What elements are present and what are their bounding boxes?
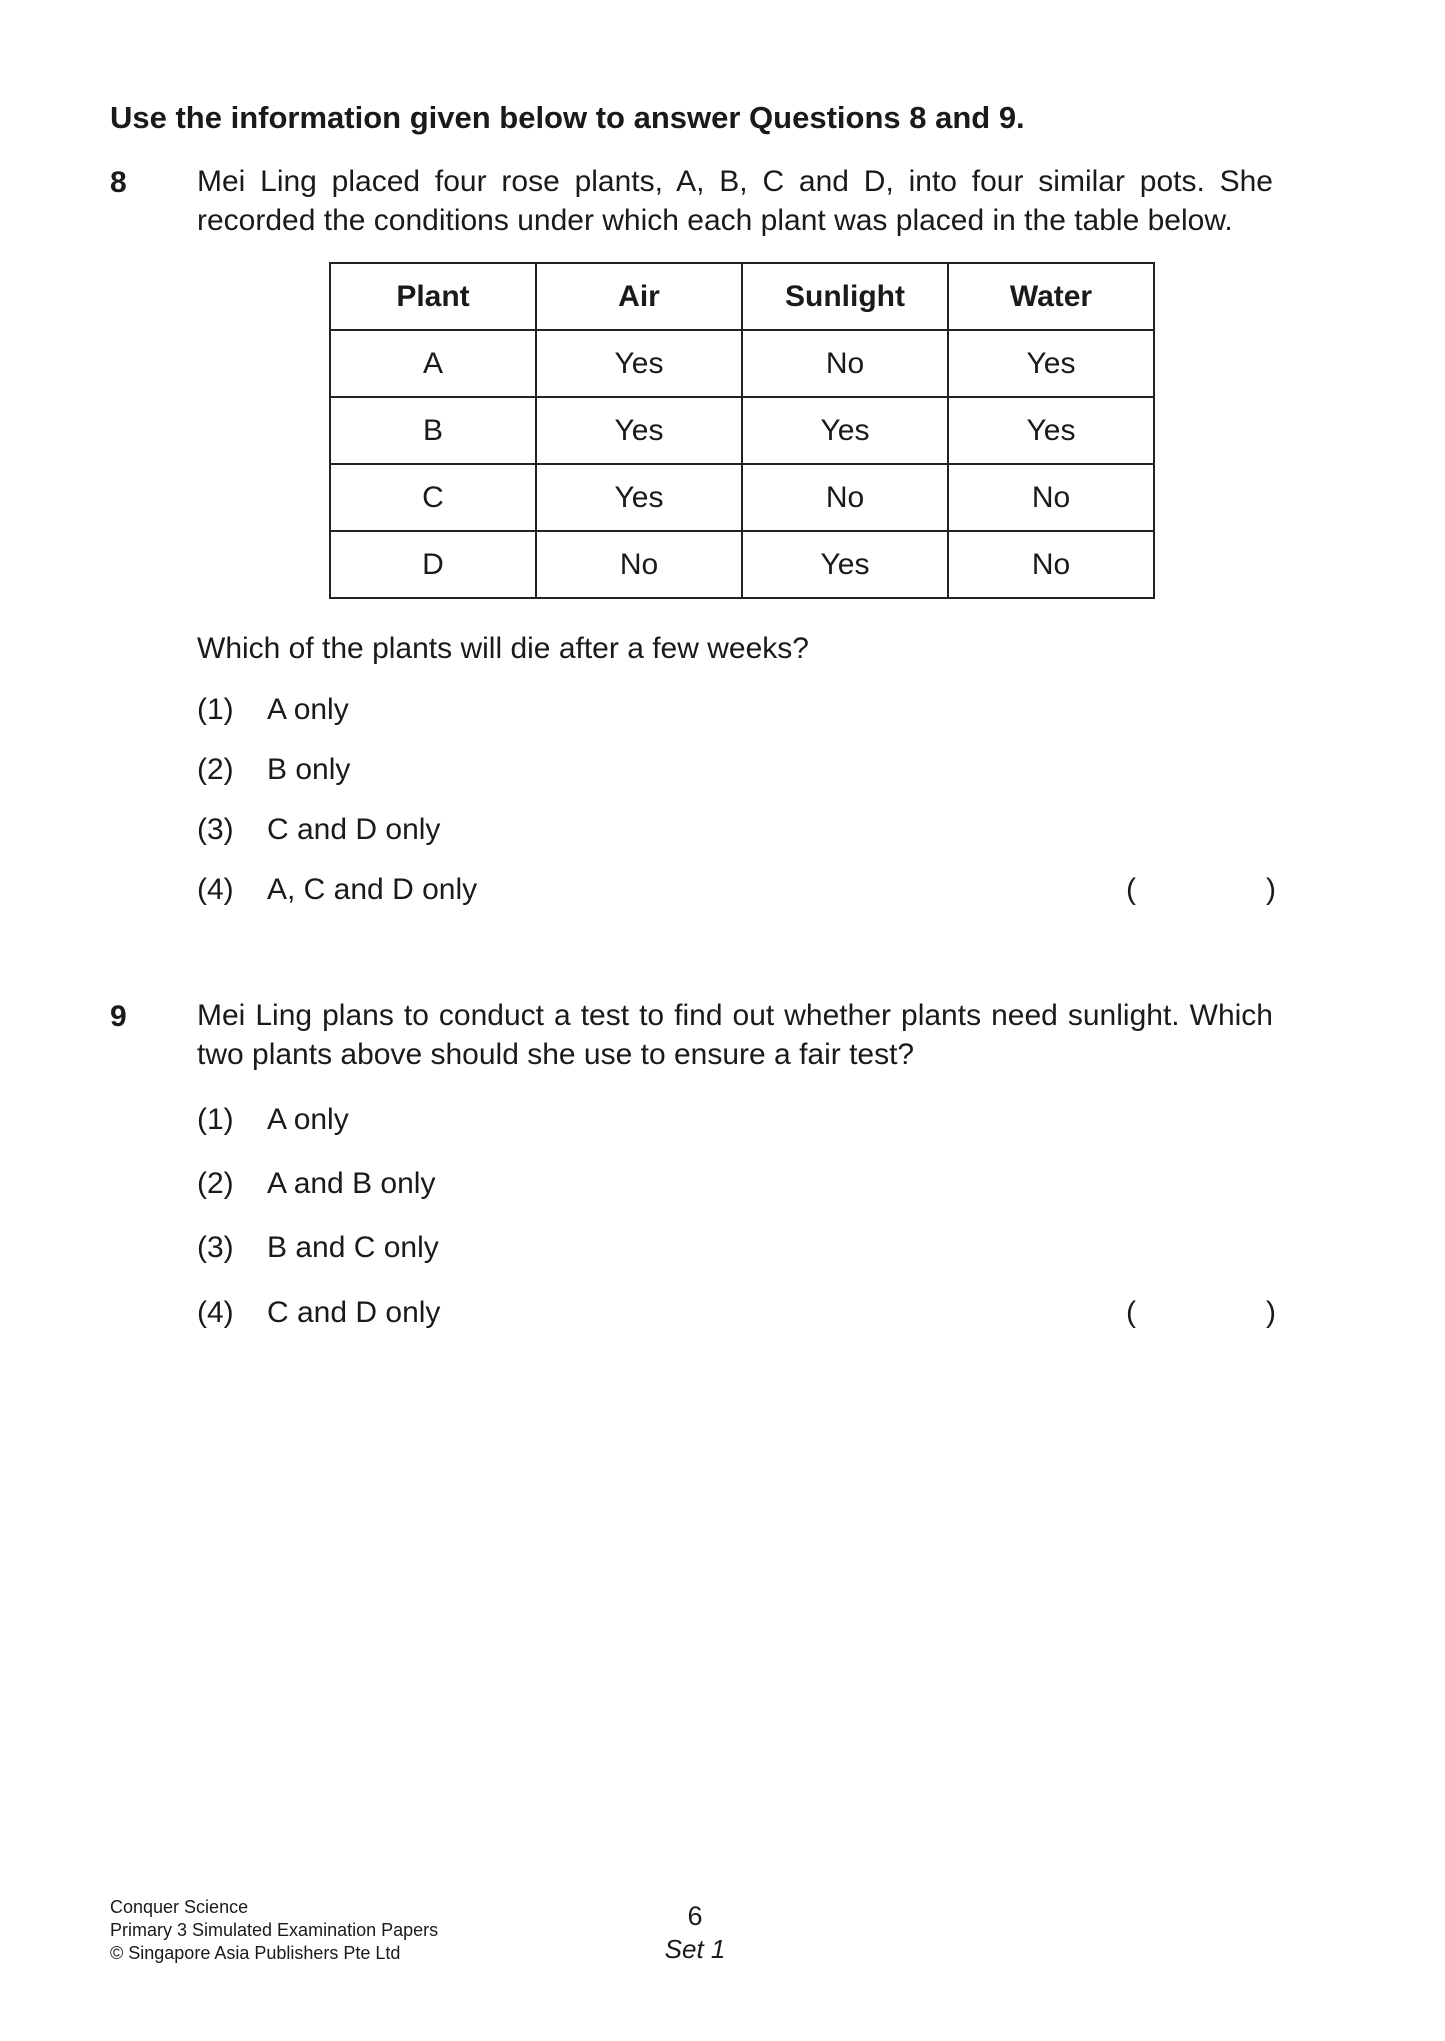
question-8-option-2[interactable] <box>197 750 350 790</box>
table-cell: C <box>330 464 536 531</box>
table-cell: D <box>330 531 536 598</box>
set-label: Set 1 <box>664 1934 726 1964</box>
table-cell: Yes <box>536 464 742 531</box>
question-8-option-4[interactable] <box>197 870 477 910</box>
close-bracket: ) <box>1266 1296 1276 1329</box>
footer-page-info <box>640 1900 750 1966</box>
table-cell: A <box>330 330 536 397</box>
table-cell: Yes <box>948 330 1154 397</box>
footer-publisher-info <box>110 1896 438 1965</box>
open-bracket: ( <box>1126 873 1136 906</box>
question-9-option-3[interactable] <box>197 1228 439 1268</box>
option-number: (3) <box>197 813 234 846</box>
option-text: B and C only <box>267 1231 439 1264</box>
option-text: C and D only <box>267 1296 441 1329</box>
question-9-answer-box[interactable] <box>1126 1293 1276 1333</box>
plant-conditions-table <box>329 262 1155 599</box>
question-8-text: Mei Ling placed four rose plants, A, B, C and D, into four similar pots. She recorded the conditions under which each plant was placed in the table below. <box>197 165 1273 237</box>
section-instruction: Use the information given below to answer Questions 8 and 9. <box>110 100 1025 135</box>
option-text: C and D only <box>267 813 441 846</box>
option-number: (2) <box>197 1167 234 1200</box>
table-cell: Yes <box>536 330 742 397</box>
question-9-option-1[interactable] <box>197 1100 349 1140</box>
footer-series: Primary 3 Simulated Examination Papers <box>110 1920 439 1940</box>
option-text: A and B only <box>267 1167 436 1200</box>
question-8-prompt: Which of the plants will die after a few weeks? <box>197 632 809 665</box>
table-cell: No <box>948 464 1154 531</box>
page-number: 6 <box>687 1901 703 1931</box>
table-header-cell: Plant <box>330 263 536 330</box>
close-bracket: ) <box>1266 873 1276 906</box>
table-cell: No <box>742 464 948 531</box>
option-number: (1) <box>197 693 234 726</box>
question-8-option-1[interactable] <box>197 690 349 730</box>
table-header-cell: Air <box>536 263 742 330</box>
table-row <box>330 397 1154 464</box>
option-text: A only <box>267 1103 349 1136</box>
option-text: A only <box>267 693 349 726</box>
question-9-option-2[interactable] <box>197 1164 435 1204</box>
option-number: (1) <box>197 1103 234 1136</box>
question-9-option-4[interactable] <box>197 1293 440 1333</box>
option-number: (4) <box>197 1296 234 1329</box>
footer-copyright: © Singapore Asia Publishers Pte Ltd <box>110 1943 401 1963</box>
table-cell: Yes <box>742 531 948 598</box>
question-8-answer-box[interactable] <box>1126 870 1276 910</box>
option-text: A, C and D only <box>267 873 478 906</box>
table-header-cell: Sunlight <box>742 263 948 330</box>
option-number: (2) <box>197 753 234 786</box>
table-cell: Yes <box>536 397 742 464</box>
option-text: B only <box>267 753 351 786</box>
table-cell: Yes <box>742 397 948 464</box>
question-9-number: 9 <box>110 1000 127 1033</box>
table-cell: Yes <box>948 397 1154 464</box>
option-number: (3) <box>197 1231 234 1264</box>
question-9-text: Mei Ling plans to conduct a test to find out whether plants need sunlight. Which two plants above should she use to ensure a fair test? <box>197 999 1273 1071</box>
table-row <box>330 330 1154 397</box>
footer-book-title: Conquer Science <box>110 1897 249 1917</box>
open-bracket: ( <box>1126 1296 1136 1329</box>
option-number: (4) <box>197 873 234 906</box>
table-cell: No <box>742 330 948 397</box>
table-cell: No <box>536 531 742 598</box>
table-cell: No <box>948 531 1154 598</box>
question-8-number: 8 <box>110 166 127 199</box>
table-row <box>330 464 1154 531</box>
table-header-row <box>330 263 1154 330</box>
table-row <box>330 531 1154 598</box>
table-header-cell: Water <box>948 263 1154 330</box>
question-8-option-3[interactable] <box>197 810 440 850</box>
table-cell: B <box>330 397 536 464</box>
